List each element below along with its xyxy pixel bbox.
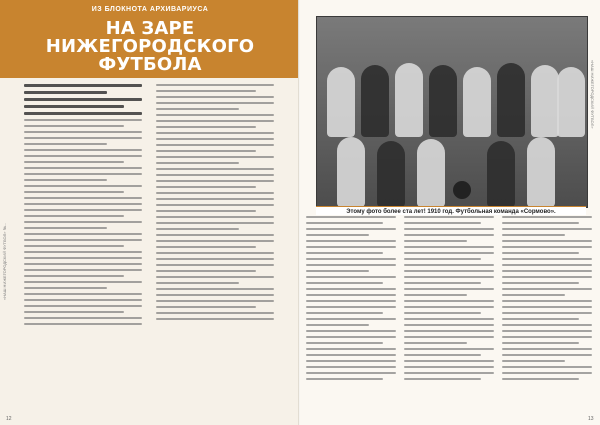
text-column-1 <box>24 80 142 400</box>
text-column-2 <box>156 80 274 400</box>
rubric: ИЗ БЛОКНОТА АРХИВАРИУСА <box>91 6 209 13</box>
photo-caption: Этому фото более ста лет! 1910 год. Футбольная команда «Сормово». <box>316 206 586 215</box>
page-number-right: 13 <box>588 416 594 422</box>
page-number-left: 12 <box>6 416 12 422</box>
team-photo <box>316 16 588 208</box>
football-icon <box>453 181 471 199</box>
text-column-5 <box>502 212 592 412</box>
article-title: НА ЗАРЕ НИЖЕГОРОДСКОГО ФУТБОЛА <box>45 18 255 75</box>
side-label-left: «НАШ НИЖЕГОРОДСКИЙ ФУТБОЛ» №... <box>2 222 7 300</box>
side-label-right: «НАШ НИЖЕГОРОДСКИЙ ФУТБОЛ» <box>590 60 595 129</box>
text-column-3 <box>306 212 396 412</box>
article-header <box>0 0 300 78</box>
text-column-4 <box>404 212 494 412</box>
